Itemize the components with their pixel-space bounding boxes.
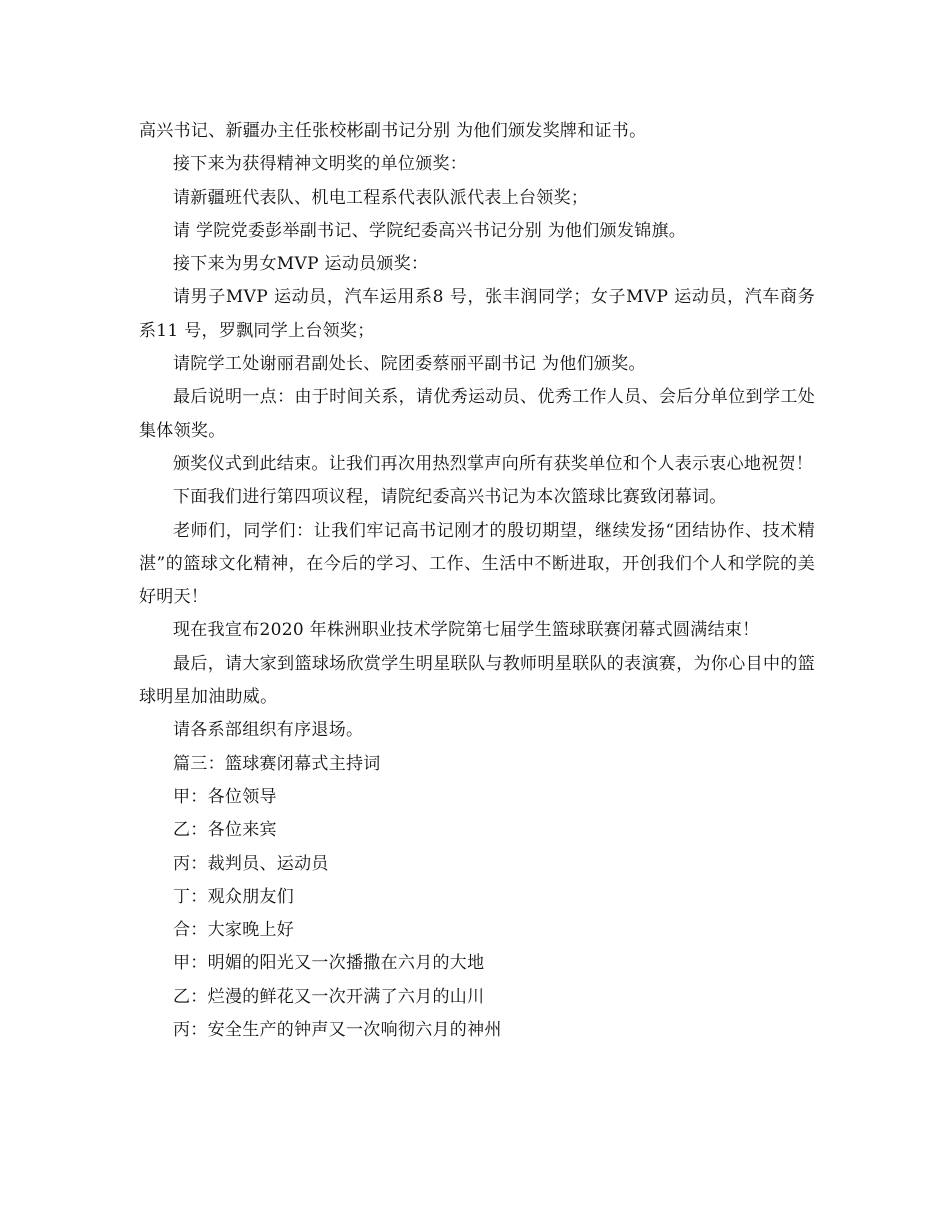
dialogue-line: 合：大家晚上好 bbox=[173, 920, 295, 941]
dialogue-line: 丙：裁判员、运动员 bbox=[173, 853, 329, 874]
dialogue-line: 乙：各位来宾 bbox=[173, 820, 277, 841]
dialogue-line: 丁：观众朋友们 bbox=[173, 886, 295, 907]
paragraph: 接下来为男女MVP 运动员颁奖： bbox=[173, 254, 429, 275]
paragraph: 下面我们进行第四项议程，请院纪委高兴书记为本次篮球比赛致闭幕词。 bbox=[173, 487, 727, 508]
paragraph: 颁奖仪式到此结束。让我们再次用热烈掌声向所有获奖单位和个人表示衷心地祝贺！ bbox=[173, 453, 814, 474]
paragraph: 老师们，同学们：让我们牢记高书记刚才的殷切期望，继续发扬“团结协作、技术精湛”的篮球文化精神，在今后的学习、工作、生活中不断进取，开创我们个人和学院的美好明天！ bbox=[139, 520, 815, 608]
paragraph: 现在我宣布2020 年株洲职业技术学院第七届学生篮球联赛闭幕式圆满结束！ bbox=[173, 620, 760, 641]
paragraph: 最后，请大家到篮球场欣赏学生明星联队与教师明星联队的表演赛，为你心目中的篮球明星加油助威。 bbox=[139, 653, 815, 708]
paragraph: 高兴书记、新疆办主任张校彬副书记分别 为他们颁发奖牌和证书。 bbox=[139, 121, 647, 141]
section-heading: 篇三：篮球赛闭幕式主持词 bbox=[173, 753, 381, 774]
paragraph: 请男子MVP 运动员，汽车运用系8 号，张丰润同学；女子MVP 运动员，汽车商务系11 号，罗飘同学上台领奖； bbox=[139, 287, 815, 341]
paragraph: 请新疆班代表队、机电工程系代表队派代表上台领奖； bbox=[173, 187, 589, 208]
dialogue-line: 乙：烂漫的鲜花又一次开满了六月的山川 bbox=[173, 986, 485, 1007]
paragraph: 接下来为获得精神文明奖的单位颁奖： bbox=[173, 154, 468, 175]
dialogue-line: 甲：明媚的阳光又一次播撒在六月的大地 bbox=[173, 953, 485, 974]
paragraph: 请院学工处谢丽君副处长、院团委蔡丽平副书记 为他们颁奖。 bbox=[173, 354, 646, 375]
paragraph: 请 学院党委彭举副书记、学院纪委高兴书记分别 为他们颁发锦旗。 bbox=[173, 220, 687, 241]
document-body bbox=[139, 115, 815, 1047]
dialogue-line: 丙：安全生产的钟声又一次响彻六月的神州 bbox=[173, 1020, 502, 1041]
dialogue-line: 甲：各位领导 bbox=[173, 786, 277, 807]
paragraph: 最后说明一点：由于时间关系，请优秀运动员、优秀工作人员、会后分单位到学工处集体领奖。 bbox=[139, 387, 815, 441]
paragraph: 请各系部组织有序退场。 bbox=[173, 720, 364, 741]
